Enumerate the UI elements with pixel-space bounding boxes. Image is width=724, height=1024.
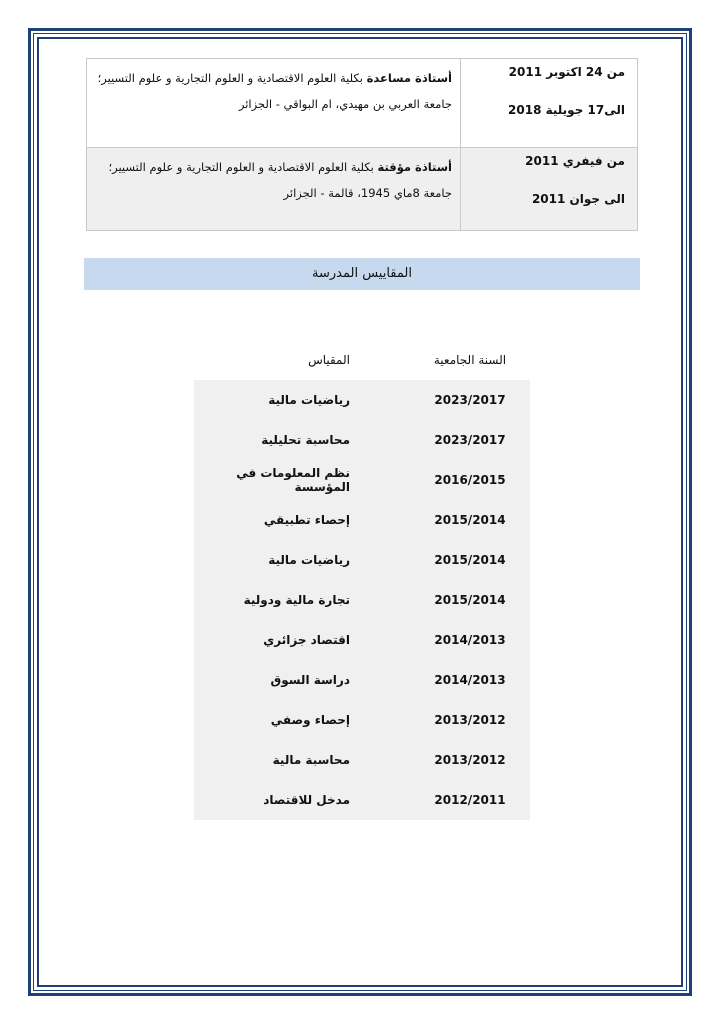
section-title: المقاييس المدرسة (84, 258, 640, 290)
module-name: محاسبة تحليلية (261, 433, 350, 447)
module-name: تجارة مالية ودولية (243, 593, 350, 607)
module-name: اقتصاد جزائري (263, 633, 350, 647)
position-details: بكلية العلوم الاقتصادية و العلوم التجارية و علوم التسيير؛ جامعة العربي بن مهيدي، ام البواقي - الجزائر (97, 71, 452, 111)
module-name: مدخل للاقتصاد (263, 793, 350, 807)
module-year: 2012/2011 (434, 793, 506, 807)
modules-table (194, 340, 530, 820)
position-title: أستاذة مؤقتة (377, 160, 452, 174)
date-to: الى17 جويلية 2018 (508, 103, 625, 117)
module-row (194, 420, 530, 460)
module-year: 2014/2013 (434, 633, 506, 647)
module-name: إحصاء تطبيقي (263, 513, 350, 527)
experience-description (87, 59, 461, 148)
module-row (194, 620, 530, 660)
module-row (194, 660, 530, 700)
module-year: 2023/2017 (434, 393, 506, 407)
module-row (194, 740, 530, 780)
module-year: 2014/2013 (434, 673, 506, 687)
experience-row (87, 59, 638, 148)
module-name: إحصاء وصفي (270, 713, 350, 727)
module-name: رياضيات مالية (268, 393, 350, 407)
module-year: 2013/2012 (434, 753, 506, 767)
position-title: أستاذة مساعدة (366, 71, 452, 85)
position-details: بكلية العلوم الاقتصادية و العلوم التجارية و علوم التسيير؛ جامعة 8ماي 1945، قالمة - الجزائر (108, 160, 452, 200)
module-year: 2023/2017 (434, 433, 506, 447)
experience-dates (461, 148, 638, 231)
module-row (194, 780, 530, 820)
module-name: دراسة السوق (270, 673, 350, 687)
date-from: من فيفري 2011 (525, 154, 625, 168)
experience-description (87, 148, 461, 231)
module-year: 2016/2015 (434, 473, 506, 487)
experience-row (87, 148, 638, 231)
module-name: نظم المعلومات في المؤسسة (236, 466, 350, 494)
module-row (194, 460, 530, 500)
module-row (194, 700, 530, 740)
module-name: رياضيات مالية (268, 553, 350, 567)
module-row (194, 540, 530, 580)
date-to: الى جوان 2011 (531, 192, 625, 206)
module-row (194, 380, 530, 420)
experience-table (86, 58, 638, 231)
module-row (194, 580, 530, 620)
module-row (194, 500, 530, 540)
header-year: السنة الجامعية (433, 353, 507, 367)
module-year: 2015/2014 (434, 553, 506, 567)
modules-header-row (194, 340, 530, 380)
module-year: 2013/2012 (434, 713, 506, 727)
module-year: 2015/2014 (434, 593, 506, 607)
module-name: محاسبة مالية (272, 753, 350, 767)
module-year: 2015/2014 (434, 513, 506, 527)
date-from: من 24 اكتوبر 2011 (508, 65, 625, 79)
experience-dates (461, 59, 638, 148)
header-module: المقياس (308, 353, 350, 367)
